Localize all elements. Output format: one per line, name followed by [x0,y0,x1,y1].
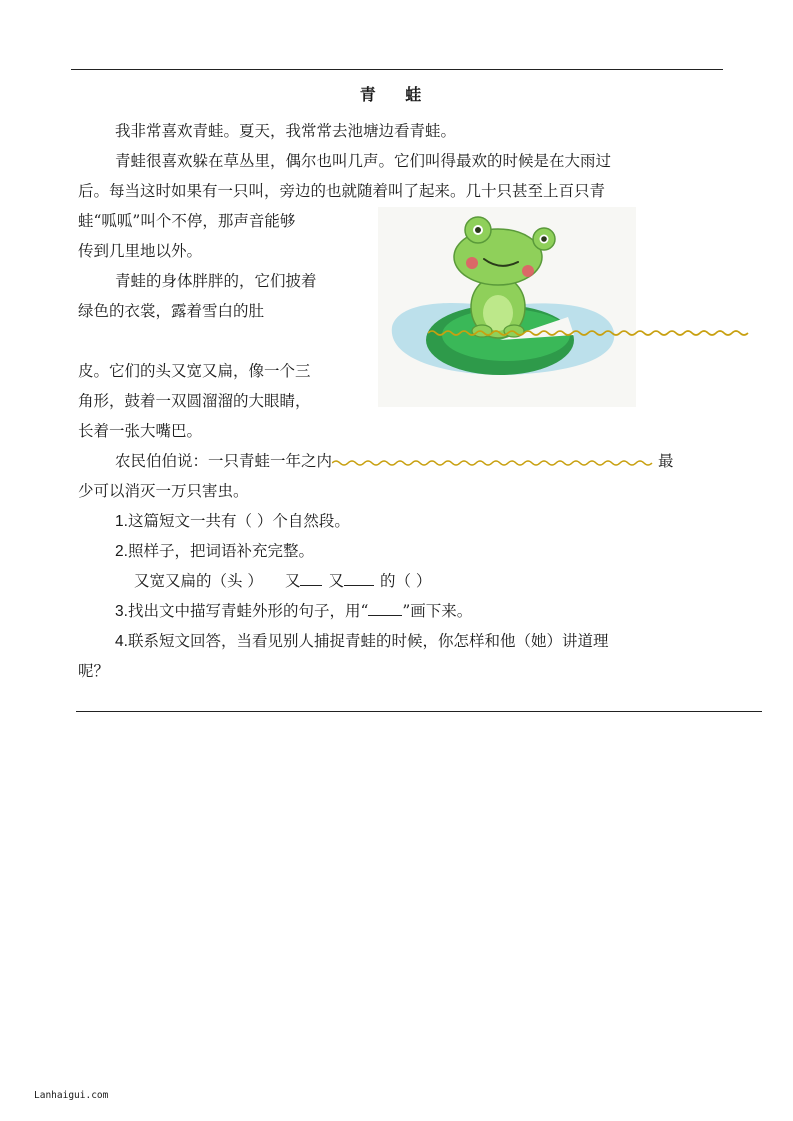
question-4 [115,631,608,652]
question-1-text: 这篇短文一共有（ ）个自然段。 [127,512,350,530]
footer-watermark: Lanhaigui.com [34,1090,109,1101]
paragraph-3-line-4: 角形，鼓着一双圆溜溜的大眼睛， [78,392,311,410]
question-2-you-2: 又 [328,572,344,590]
question-3-text-a: 找出文中描写青蛙外形的句子，用“ [127,602,369,620]
paragraph-3-line-1: 青蛙的身体胖胖的，它们披着 [115,272,317,290]
question-2-text: 照样子，把词语补充完整。 [127,542,314,560]
paragraph-4-text-after: 最 [658,452,674,470]
question-2-example: 又宽又扁的（头 ） [134,572,263,590]
question-2-you-1: 又 [284,572,301,590]
question-2-exercise [134,571,431,591]
underline-sample [368,601,402,616]
paragraph-2-line-3: 蛙“呱呱”叫个不停，那声音能够 [78,212,296,230]
question-1-number: 1. [115,513,128,530]
paragraph-3-line-3: 皮。它们的头又宽又扁，像一个三 [78,362,311,380]
paragraph-4-text-before: 农民伯伯说：一只青蛙一年之内 [115,452,333,470]
question-2-number: 2. [115,543,128,560]
question-3-text-b: ”画下来。 [402,602,473,620]
paragraph-2-line-1: 青蛙很喜欢躲在草丛里，偶尔也叫几声。它们叫得最欢的时候是在大雨过 [115,152,612,170]
question-2-de: 的（ ） [379,572,432,590]
bottom-rule [76,711,762,712]
paragraph-3-line-2: 绿色的衣裳，露着雪白的肚 [78,302,265,320]
question-4-line-2: 呢？ [78,662,110,680]
wavy-blank-underline [332,452,658,466]
page-title: 青 蛙 [359,85,434,104]
question-2 [115,541,314,562]
paragraph-2-line-4: 传到几里地以外。 [78,242,203,260]
paragraph-2-line-2: 后。每当这时如果有一只叫，旁边的也就随着叫了起来。几十只甚至上百只青 [78,182,606,200]
question-4-text: 联系短文回答，当看见别人捕捉青蛙的时候，你怎样和他（她）讲道理 [127,632,609,650]
fill-in-blank-1 [300,571,322,586]
question-3-number: 3. [115,603,128,620]
question-4-number: 4. [115,633,128,650]
question-3 [115,601,472,622]
frog-illustration [378,207,636,407]
paragraph-1: 我非常喜欢青蛙。夏天，我常常去池塘边看青蛙。 [115,122,457,140]
fill-in-blank-2 [344,571,374,586]
paragraph-3-line-5: 长着一张大嘴巴。 [78,422,203,440]
frog-on-lily-pad-image [378,207,636,407]
question-1 [115,511,350,532]
paragraph-4-line-2: 少可以消灭一万只害虫。 [78,482,249,500]
top-rule [71,69,723,70]
answer-blank-line [332,452,658,466]
paragraph-4-line-1 [115,451,674,471]
wavy-underline-image [428,328,768,338]
